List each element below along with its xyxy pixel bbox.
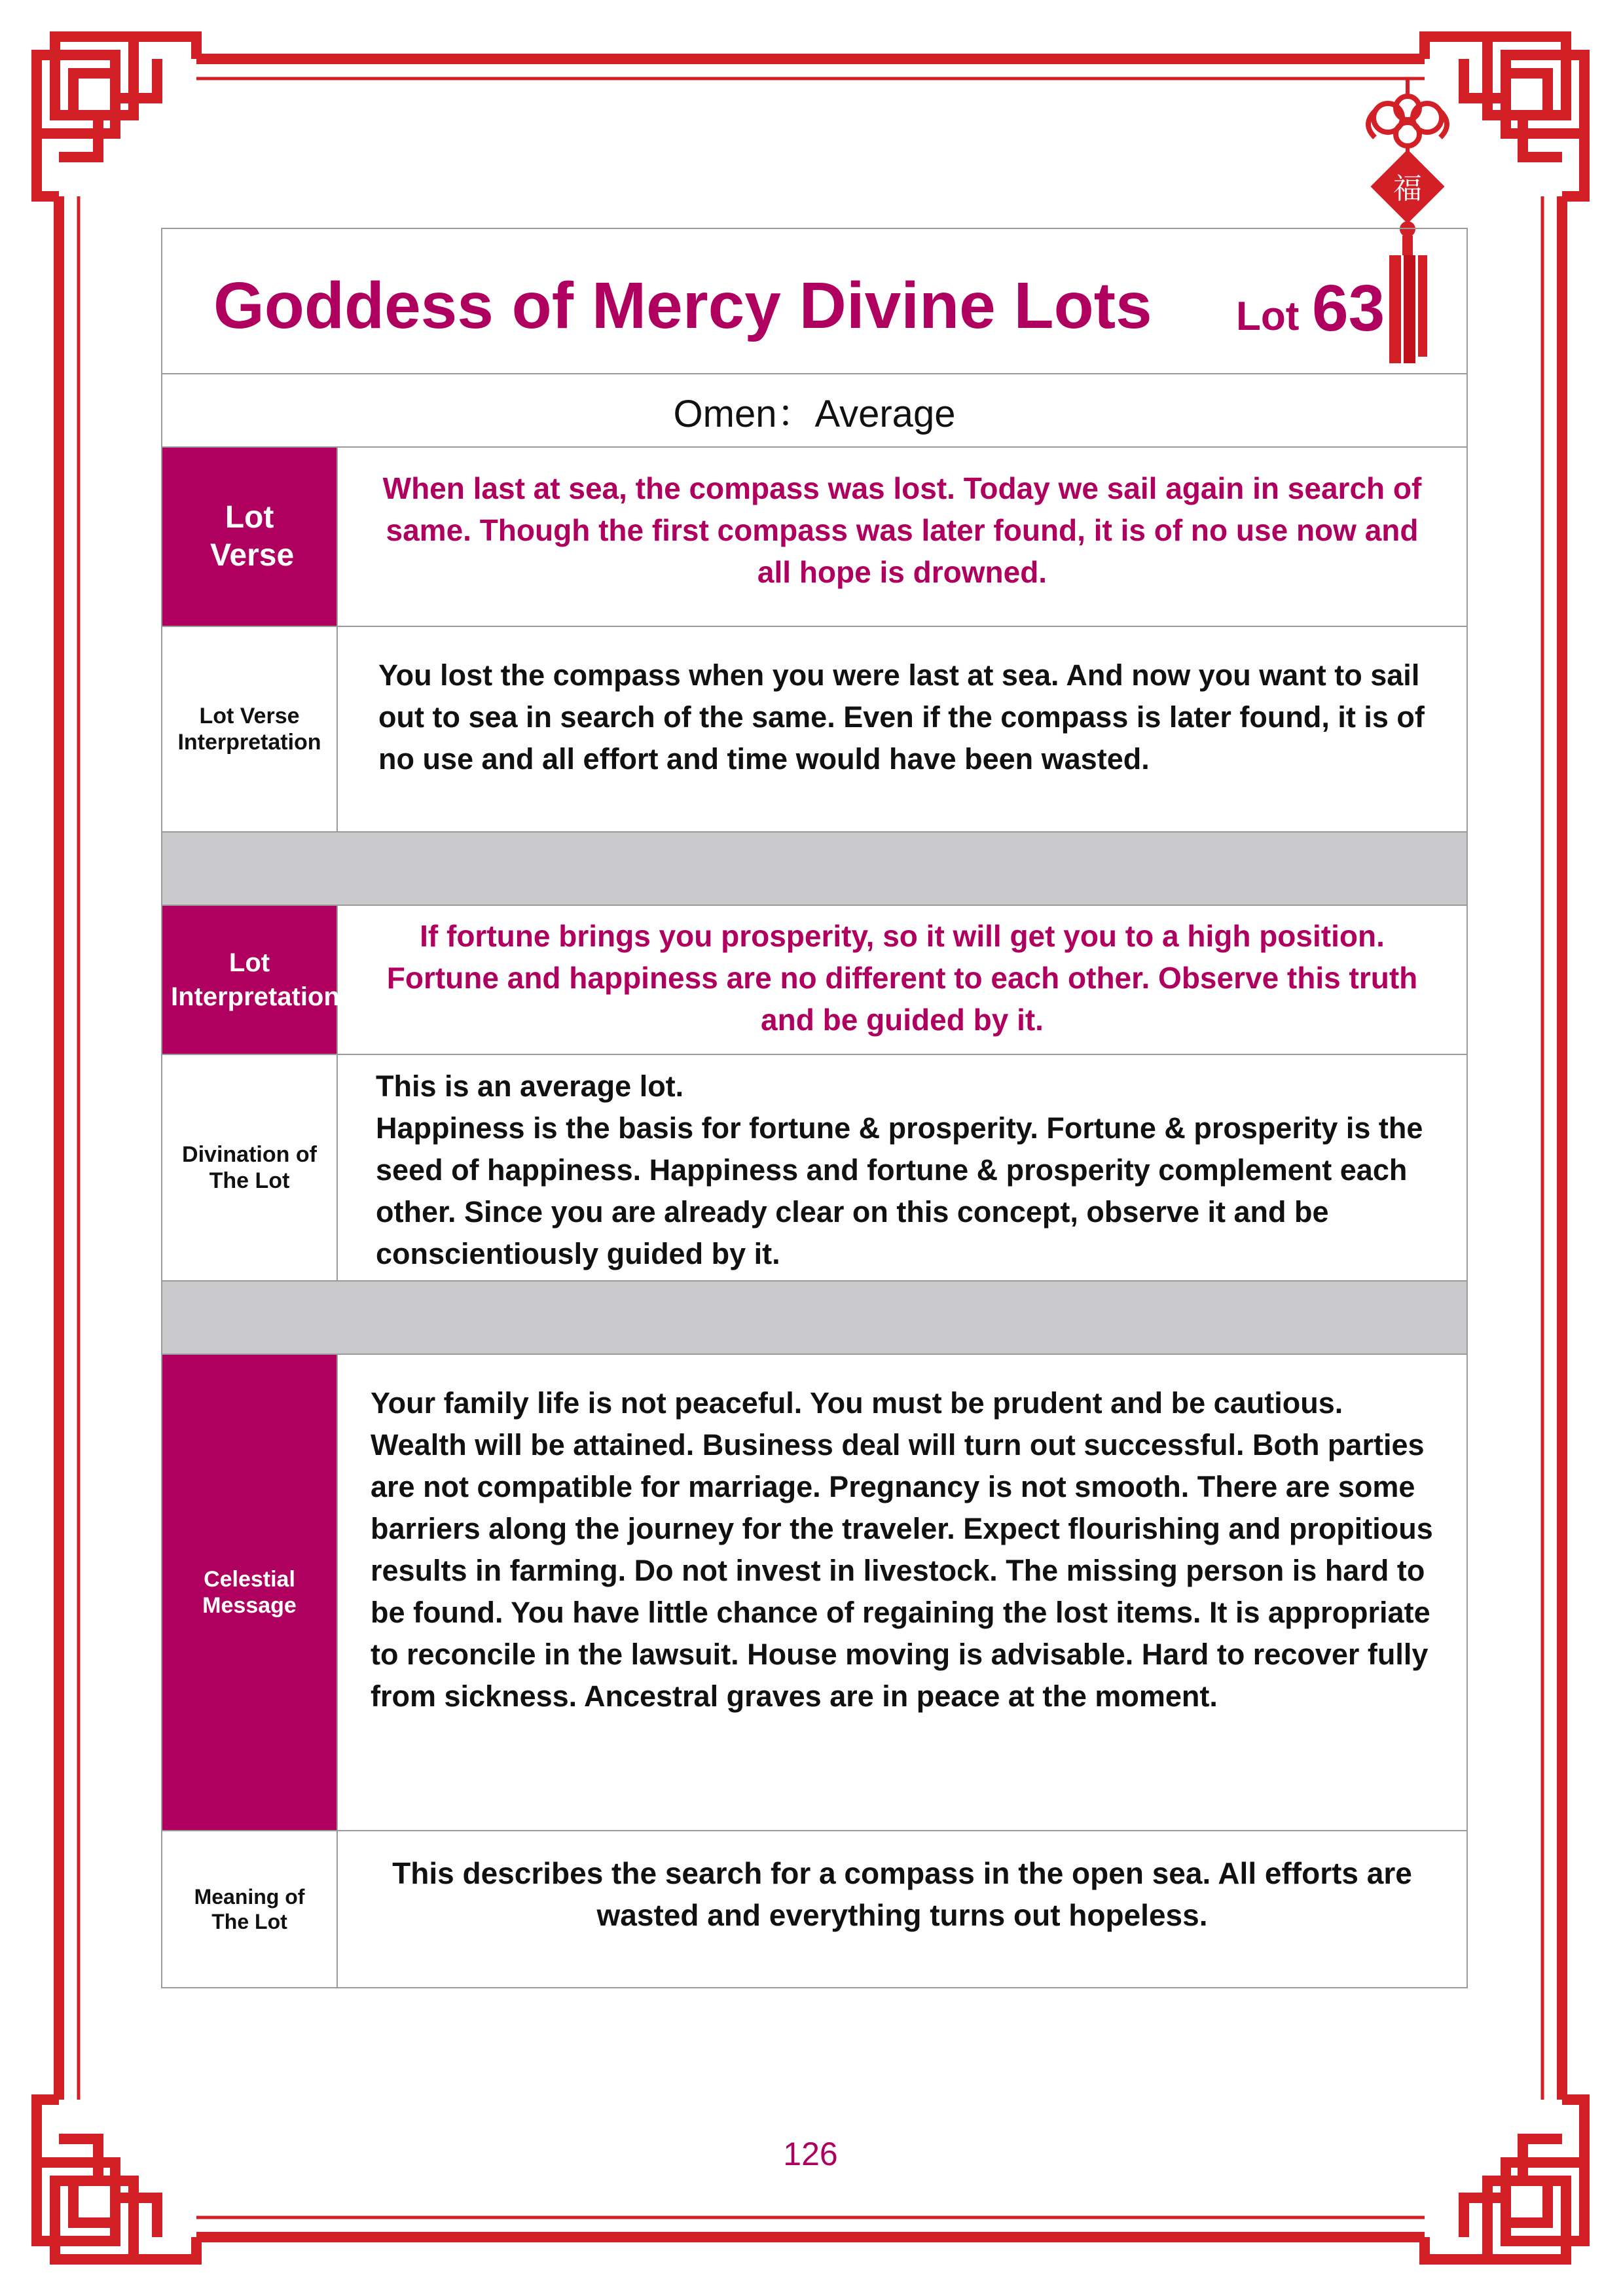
lot-document [161, 228, 1468, 1988]
title-bar [161, 228, 1468, 374]
fu-character: 福 [1393, 172, 1422, 206]
lot-interpretation-label-cell [162, 906, 338, 1054]
lot-verse-interpretation-row [161, 627, 1468, 833]
meaning-label: Meaning of The Lot [194, 1885, 305, 1933]
omen-row [161, 374, 1468, 448]
lot-interpretation-row [161, 906, 1468, 1055]
lot-verse-text: When last at sea, the compass was lost. Today we sail again in search of same. Though the first compass was later found, it is of no use now and all hope is drowned. [382, 471, 1422, 589]
lot-verse-interpretation-label: Lot Verse Interpretation [177, 704, 321, 755]
lot-verse-interpretation-text: You lost the compass when you were last at sea. And now you want to sail out to sea in search of the same. Even if the compass is later found, it is of no use and all effort and time would have been wasted. [378, 658, 1425, 776]
divination-text: Happiness is the basis for fortune & prosperity. Fortune & prosperity is the seed of happiness. Happiness and fortune & prosperity complement each other. Since you are already clear on this concept, observe it and be conscientiously guided by it. [376, 1111, 1423, 1270]
lot-interpretation-label: Lot Interpretation [171, 948, 340, 1011]
page-title: Goddess of Mercy Divine Lots [213, 269, 1152, 342]
lot-label: Lot [1236, 294, 1300, 339]
celestial-message-label-cell [162, 1355, 338, 1830]
divination-label-cell [162, 1055, 338, 1280]
lot-verse-label-cell [162, 448, 338, 626]
divider-band [161, 1282, 1468, 1355]
divider-band [161, 833, 1468, 906]
omen-text: Omen：Average [673, 393, 956, 435]
lot-interpretation-text: If fortune brings you prosperity, so it will get you to a high position. Fortune and happiness are no different to each other. Observe this truth and be guided by it. [386, 919, 1418, 1037]
page-number: 126 [783, 2136, 838, 2172]
lot-number: 63 [1312, 272, 1385, 345]
lot-verse-row [161, 448, 1468, 627]
lot-verse-label: Lot Verse [210, 500, 295, 573]
meaning-row [161, 1831, 1468, 1988]
divination-row [161, 1055, 1468, 1282]
divination-first-line: This is an average lot. [376, 1069, 684, 1103]
divination-label: Divination of The Lot [182, 1142, 317, 1193]
celestial-message-label: Celestial Message [202, 1567, 297, 1618]
divination-content [338, 1055, 1466, 1280]
celestial-message-row [161, 1355, 1468, 1831]
celestial-message-text: Your family life is not peaceful. You must be prudent and be cautious. Wealth will be attained. Business deal will turn out successful. Both parties are not compatible for marriage. Pregnancy is not smooth. There are some barriers along the journey for the traveler. Expect flourishing and propitious results in farming. Do not invest in livestock. The missing person is hard to be found. You have little chance of regaining the lost items. It is appropriate to reconcile in the lawsuit. House moving is advisable. Hard to recover fully from sickness. Ancestral graves are in peace at the moment. [371, 1386, 1433, 1713]
meaning-text: This describes the search for a compass in the open sea. All efforts are wasted and everything turns out hopeless. [392, 1856, 1412, 1932]
meaning-label-cell [162, 1831, 338, 1987]
lot-verse-interpretation-label-cell [162, 627, 338, 831]
